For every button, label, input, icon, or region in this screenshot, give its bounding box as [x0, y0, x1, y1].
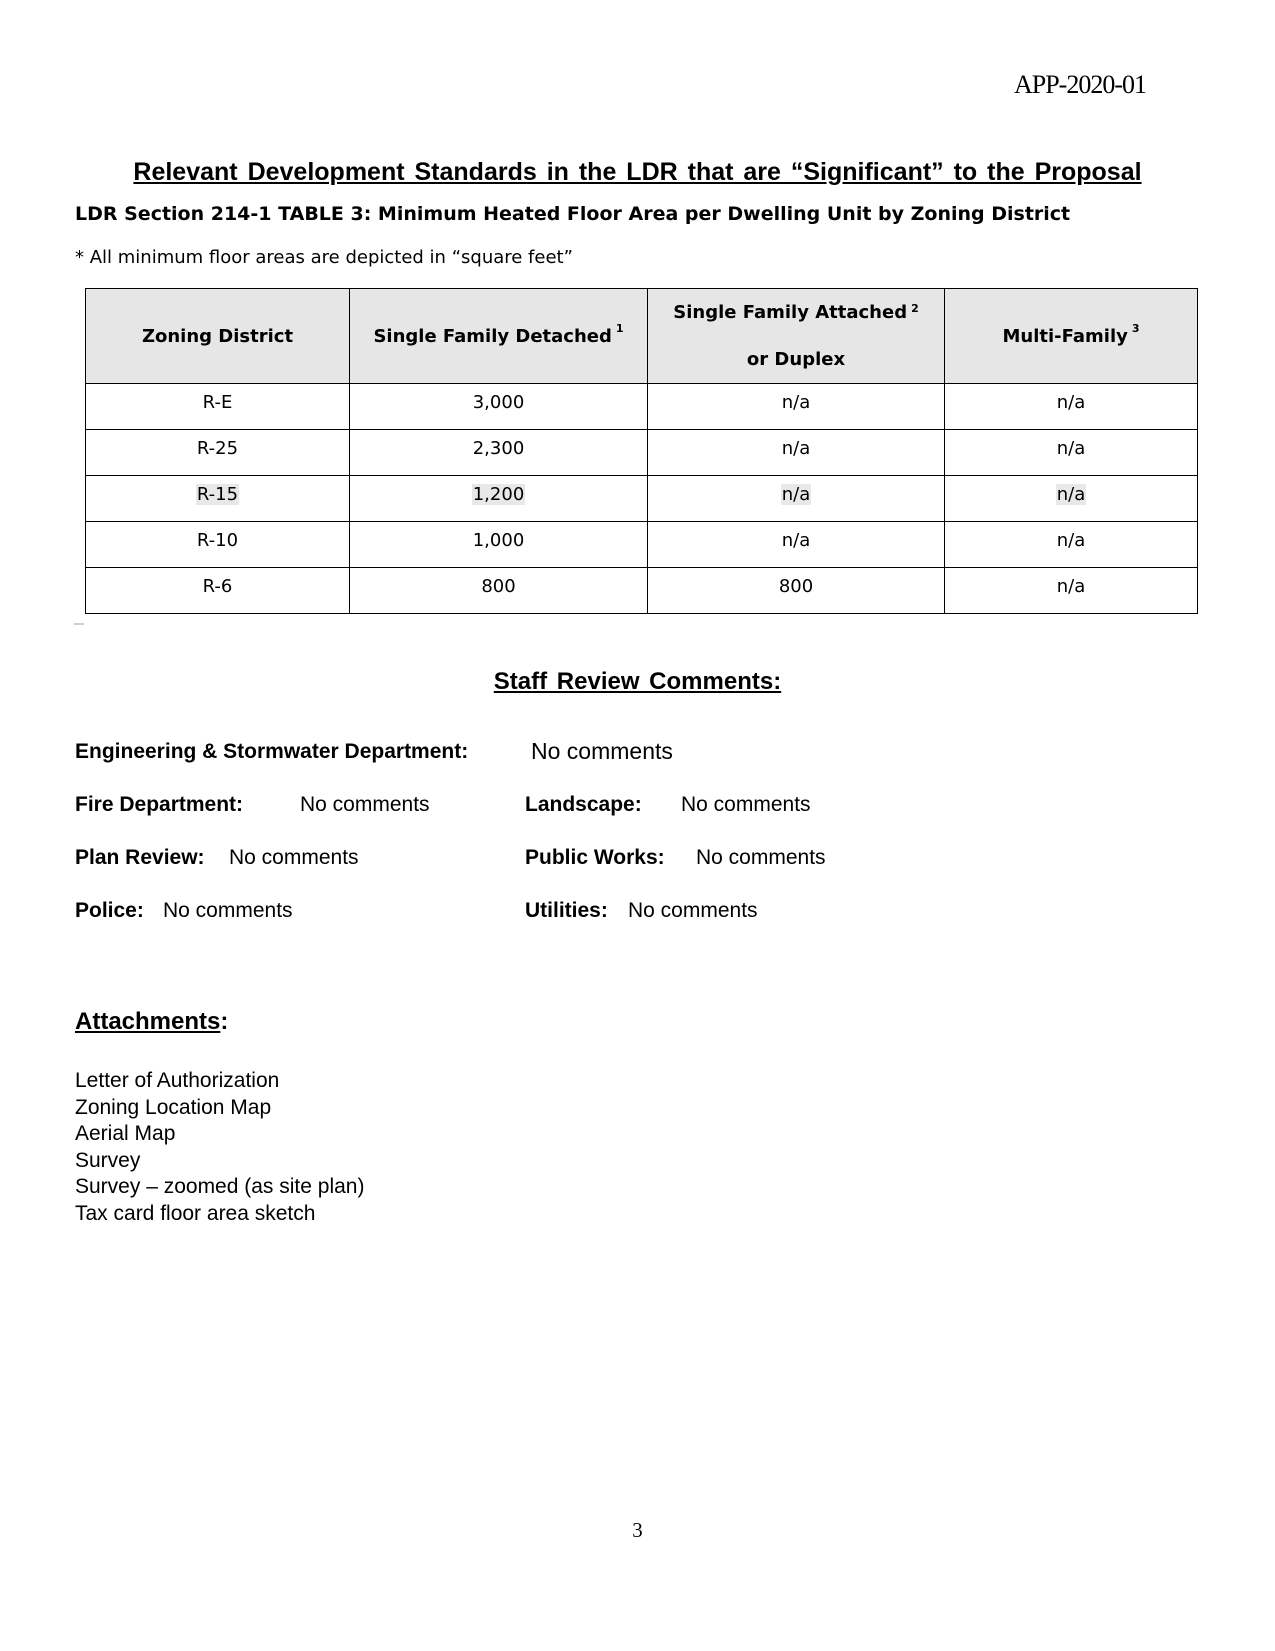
header-zoning-district: Zoning District [86, 289, 350, 384]
footnote-3: 3 [1131, 321, 1140, 335]
cell-sfa: n/a [648, 430, 945, 476]
cell-sfd: 3,000 [350, 384, 648, 430]
attachment-item: Tax card floor area sketch [75, 1201, 316, 1225]
police-label: Police: [75, 899, 144, 922]
cell-district: R-E [86, 384, 350, 430]
cell-mf: n/a [945, 522, 1198, 568]
cell-sfa: n/a [648, 476, 945, 522]
plan-review-label: Plan Review: [75, 846, 205, 869]
table-caption: LDR Section 214-1 TABLE 3: Minimum Heated Floor Area per Dwelling Unit by Zoning District [75, 203, 1071, 225]
table-row-highlighted [86, 476, 1198, 522]
header-single-family-attached: Single Family Attached $^2$ or Duplex [648, 289, 945, 384]
footnote-2: 2 [911, 302, 919, 315]
engineering-comment: No comments [531, 738, 673, 764]
cell-sfd: 800 [350, 568, 648, 614]
cell-sfa: n/a [648, 522, 945, 568]
attachment-item: Zoning Location Map [75, 1095, 272, 1119]
attachment-item: Survey – zoomed (as site plan) [75, 1175, 365, 1198]
table-row [86, 430, 1198, 476]
fire-comment: No comments [300, 793, 430, 816]
footnote-1: 1 [615, 321, 624, 335]
main-heading: Relevant Development Standards in the LDR that are “Significant” to the Proposal [133, 158, 1142, 186]
cell-mf: n/a [945, 384, 1198, 430]
fire-label: Fire Department: [75, 793, 244, 816]
document-id: APP-2020-01 [1013, 70, 1146, 99]
engineering-label: Engineering & Stormwater Department: [75, 740, 469, 763]
attachment-item: Survey [75, 1148, 141, 1172]
cell-mf: n/a [945, 568, 1198, 614]
cell-district: R-25 [86, 430, 350, 476]
utilities-comment: No comments [628, 899, 758, 922]
cell-district: R-15 [86, 476, 350, 522]
table-row [86, 522, 1198, 568]
attachments-list [75, 1068, 364, 1227]
cell-sfd: 2,300 [350, 430, 648, 476]
landscape-label: Landscape: [525, 793, 642, 816]
cell-sfd: 1,200 [350, 476, 648, 522]
cell-district: R-6 [86, 568, 350, 614]
public-works-comment: No comments [696, 846, 826, 869]
table-row [86, 568, 1198, 614]
cell-mf: n/a [945, 430, 1198, 476]
table-note: * All minimum floor areas are depicted in “square feet” [75, 247, 573, 268]
page-number: 3 [632, 1518, 643, 1542]
plan-review-comment: No comments [229, 846, 359, 869]
cell-sfa: 800 [648, 568, 945, 614]
table-header-row [86, 289, 1198, 384]
floor-area-table [85, 288, 1198, 614]
cell-sfa: n/a [648, 384, 945, 430]
attachment-item: Letter of Authorization [75, 1069, 280, 1092]
police-comment: No comments [163, 899, 293, 922]
cell-district: R-10 [86, 522, 350, 568]
public-works-label: Public Works: [525, 846, 665, 869]
table-row [86, 384, 1198, 430]
header-single-family-detached: Single Family Detached $^1$ [350, 289, 648, 384]
header-multi-family: Multi-Family $^3$ [945, 289, 1198, 384]
cell-mf: n/a [945, 476, 1198, 522]
landscape-comment: No comments [681, 793, 811, 816]
attachments-heading: Attachments: [75, 1008, 229, 1035]
decorative-mark [74, 623, 84, 625]
cell-sfd: 1,000 [350, 522, 648, 568]
staff-review-heading: Staff Review Comments: [493, 668, 782, 695]
utilities-label: Utilities: [525, 899, 608, 922]
attachment-item: Aerial Map [75, 1122, 176, 1145]
